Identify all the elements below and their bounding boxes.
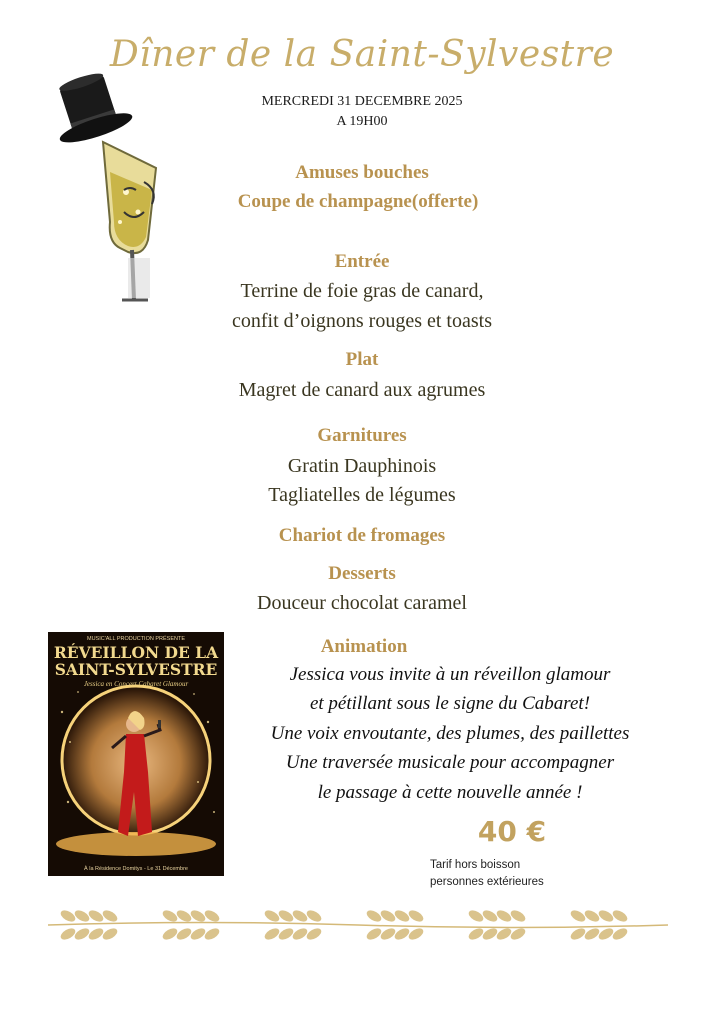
animation-line-5: le passage à cette nouvelle année ! bbox=[317, 782, 583, 803]
poster-presenter: MUSIC'ALL PRODUCTION PRÉSENTE bbox=[86, 636, 186, 642]
poster-title-line-1: RÉVEILLON DE LA bbox=[53, 643, 219, 662]
dessert-item: Douceur chocolat caramel bbox=[257, 592, 467, 614]
poster-title-line-2: SAINT-SYLVESTRE bbox=[54, 660, 218, 679]
garniture-item-2: Tagliatelles de légumes bbox=[268, 484, 456, 506]
price-note-line-1: Tarif hors boisson bbox=[430, 859, 521, 871]
poster-footer: À la Résidence Domitys - Le 31 Décembre bbox=[84, 866, 188, 872]
price-note-line-2: personnes extérieures bbox=[430, 876, 544, 888]
event-time: A 19H00 bbox=[336, 114, 388, 129]
amuses-item-champagne: Coupe de champagne(offerte) bbox=[237, 191, 479, 212]
section-garnitures: Garnitures bbox=[317, 425, 407, 446]
section-amuses-bouches: Amuses bouches bbox=[295, 162, 429, 183]
garniture-item-1: Gratin Dauphinois bbox=[287, 455, 437, 477]
animation-line-2: et pétillant sous le signe du Cabaret! bbox=[309, 693, 591, 714]
animation-line-4: Une traversée musicale pour accompagner bbox=[285, 752, 615, 773]
entree-line-2: confit d’oignons rouges et toasts bbox=[232, 310, 492, 332]
section-entree: Entrée bbox=[334, 251, 390, 272]
animation-line-3: Une voix envoutante, des plumes, des paillettes bbox=[270, 723, 630, 744]
section-animation: Animation bbox=[320, 636, 408, 657]
section-desserts: Desserts bbox=[328, 563, 396, 584]
section-fromages: Chariot de fromages bbox=[278, 525, 446, 546]
laurel-border bbox=[48, 900, 668, 950]
section-plat: Plat bbox=[345, 349, 379, 370]
cabaret-poster bbox=[48, 632, 224, 876]
entree-line-1: Terrine de foie gras de canard, bbox=[240, 280, 484, 302]
price-tag: 40 € bbox=[477, 815, 547, 848]
poster-subtitle: Jessica en Concert Cabaret Glamour bbox=[83, 680, 189, 688]
event-date: MERCREDI 31 DECEMBRE 2025 bbox=[261, 94, 463, 109]
page-title: Dîner de la Saint-Sylvestre bbox=[109, 34, 615, 75]
plat-item: Magret de canard aux agrumes bbox=[238, 379, 486, 401]
animation-line-1: Jessica vous invite à un réveillon glamour bbox=[289, 664, 611, 685]
